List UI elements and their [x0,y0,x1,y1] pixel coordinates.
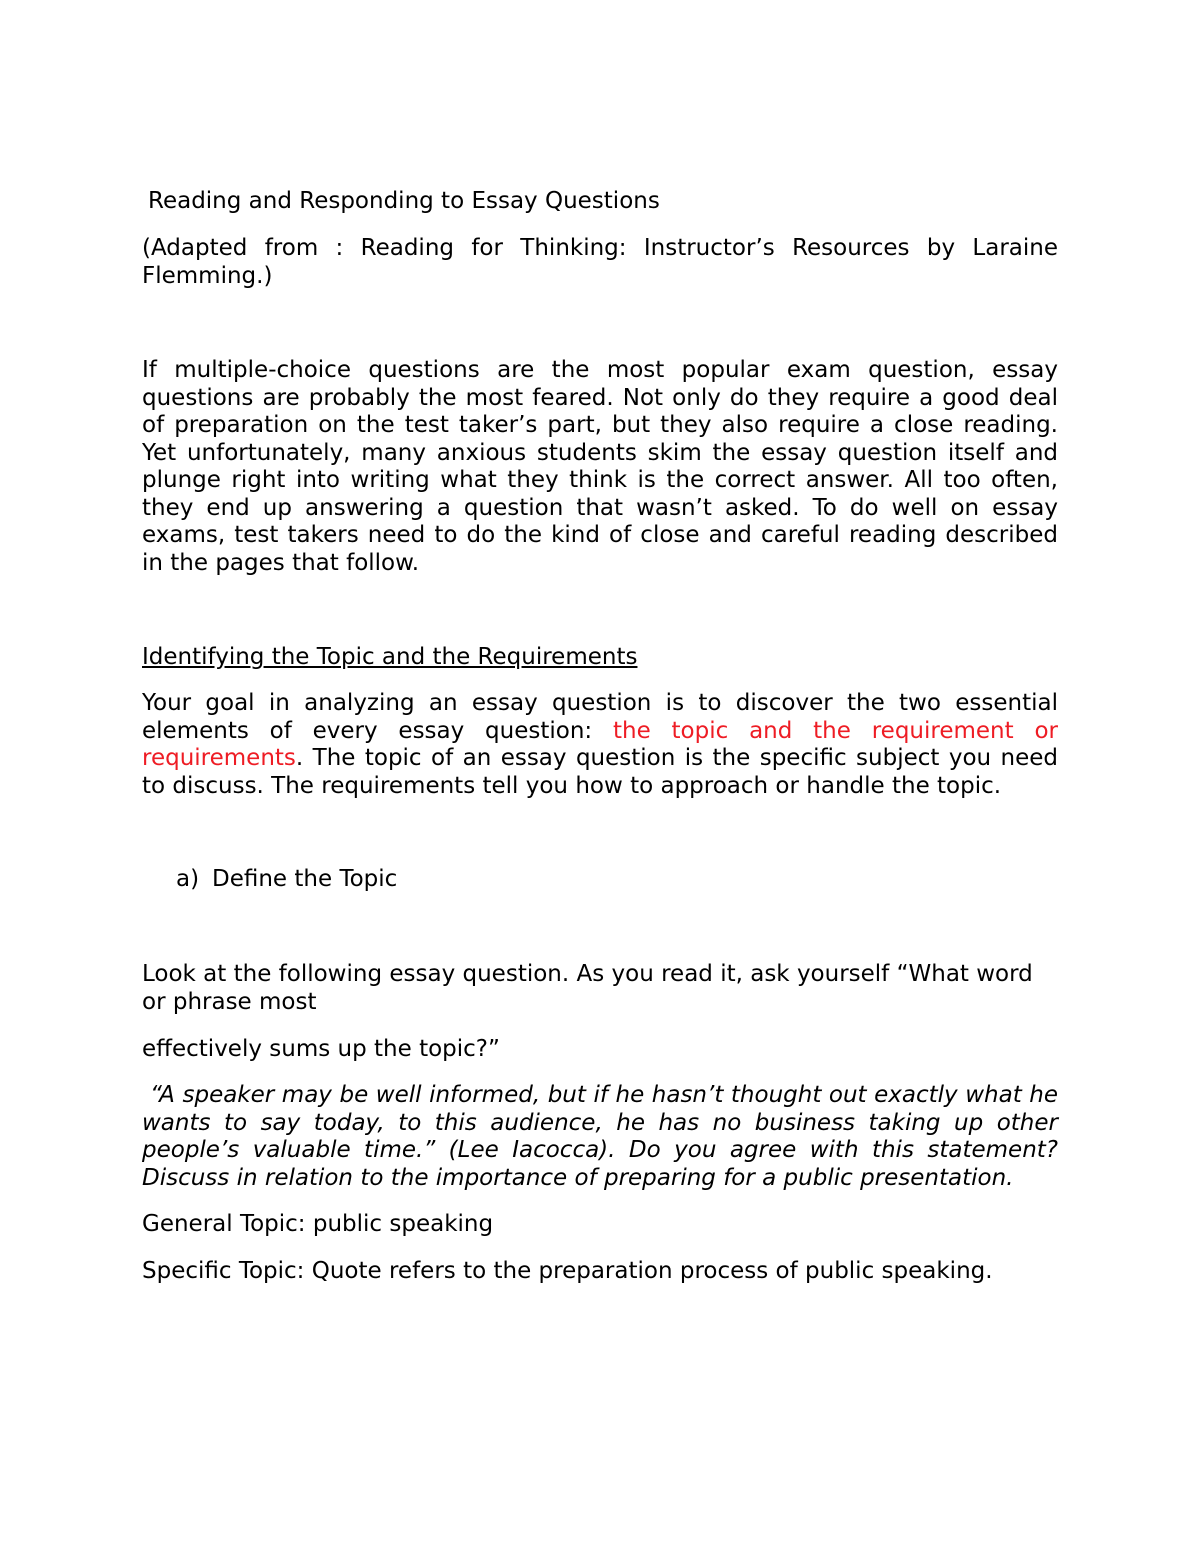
goal-paragraph-highlight: the topic and the requirement or requirements [142,717,1058,771]
section-heading-text: Identifying the Topic and the Requirements [142,644,638,670]
source-note: (Adapted from : Reading for Thinking: Instructor’s Resources by Laraine Flemming.) [142,235,1058,289]
quote-paragraph: “A speaker may be well informed, but if he hasn’t thought out exactly what he wants to say today, to this audience, he has no business taking up other people’s valuable time.” (Lee Iacocca). Do you agree with this statement? Discuss in relation to the importance of preparing for a public presentation. [142,1082,1058,1191]
instruction-line-1: Look at the following essay question. As you read it, ask yourself “What word or phrase most [142,961,1033,1015]
document-title: Reading and Responding to Essay Questions [148,188,660,214]
goal-paragraph-before: Your goal in analyzing an essay question is to discover the two essential elements of every essay question: [142,690,1058,744]
list-item-define-topic [176,866,976,894]
general-topic: General Topic: public speaking [142,1211,494,1237]
instruction-line-2: effectively sums up the topic?” [142,1036,500,1062]
list-item-text: Define the Topic [212,866,398,892]
goal-paragraph [142,690,1058,800]
list-marker: a) [176,866,200,892]
intro-paragraph: If multiple-choice questions are the most popular exam question, essay questions are probably the most feared. Not only do they require a good deal of preparation on the test taker’s part, but they also require a close reading. Yet unfortunately, many anxious students skim the essay question itself and plunge right into writing what they think is the correct answer. All too often, they end up answering a question that wasn’t asked. To do well on essay exams, test takers need to do the kind of close and careful reading described in the pages that follow. [142,357,1058,576]
section-heading [142,644,1058,672]
specific-topic: Specific Topic: Quote refers to the preparation process of public speaking. [142,1258,993,1284]
goal-paragraph-after: . The topic of an essay question is the specific subject you need to discuss. The requirements tell you how to approach or handle the topic. [142,745,1058,799]
